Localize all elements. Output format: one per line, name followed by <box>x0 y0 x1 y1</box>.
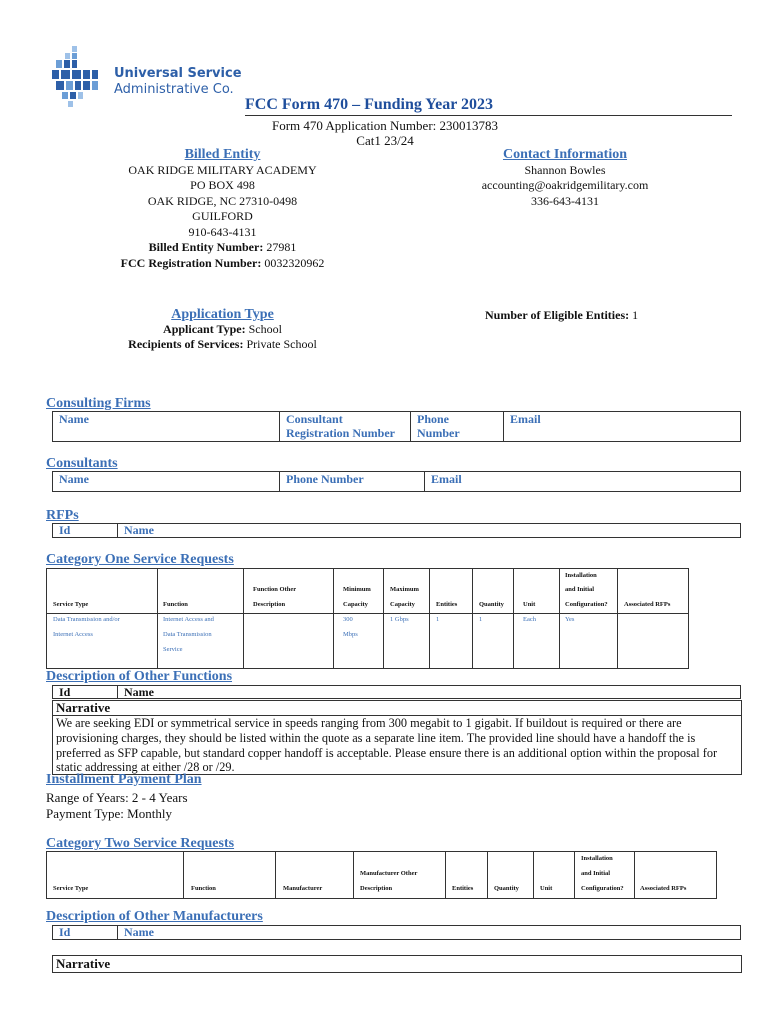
consultant-phone-header: Phone Number <box>280 472 425 492</box>
fcc-registration-number: 0032320962 <box>264 255 325 270</box>
c1-install-header-2: and Initial <box>565 586 595 593</box>
c1-row-min-1: 300 <box>343 616 353 623</box>
application-type-heading: Application Type <box>171 307 274 322</box>
consultants-table <box>52 471 741 492</box>
consultant-registration-header-line1: Consultant <box>286 412 343 426</box>
billed-entity-block <box>90 147 355 271</box>
billed-entity-phone: 910-643-4131 <box>188 224 257 239</box>
c1-quantity-header: Quantity <box>479 601 504 608</box>
recipients-row <box>105 337 340 352</box>
rfps-heading: RFPs <box>46 508 79 523</box>
table-row <box>53 686 741 699</box>
billed-entity-name: OAK RIDGE MILITARY ACADEMY <box>128 162 317 177</box>
consulting-firm-email-header: Email <box>504 412 741 442</box>
c1-row-entities: 1 <box>436 616 440 623</box>
table-row <box>53 472 741 492</box>
c1-install-header-1: Installation <box>565 572 597 579</box>
c1-min-header-2: Capacity <box>343 601 368 608</box>
c1-row-max: 1 Gbps <box>390 616 409 623</box>
recipients-value: Private School <box>246 337 317 351</box>
c1-row-install: Yes <box>565 616 575 623</box>
applicant-type-row <box>105 322 340 337</box>
other-manufacturers-id-header: Id <box>53 926 118 940</box>
other-manufacturers-heading: Description of Other Manufacturers <box>46 909 263 924</box>
billed-entity-number-row <box>90 240 355 256</box>
consultant-registration-header-line2: Registration Number <box>286 426 395 440</box>
logo-line-2: Administrative Co. <box>114 82 234 97</box>
c1-row-min-2: Mbps <box>343 631 358 638</box>
eligible-entities-label: Number of Eligible Entities: <box>485 308 630 322</box>
c1-entities-header: Entities <box>436 601 458 608</box>
applicant-type-value: School <box>248 322 282 336</box>
usac-logo <box>50 44 240 114</box>
billed-entity-number: 27981 <box>266 240 297 254</box>
other-functions-name-header: Name <box>118 686 741 699</box>
c2-install-header-3: Configuration? <box>581 885 624 892</box>
category-one-table <box>46 568 689 669</box>
c2-unit-header: Unit <box>540 885 553 892</box>
table-row <box>53 524 741 538</box>
contact-block <box>440 147 690 209</box>
installment-heading: Installment Payment Plan <box>46 772 202 787</box>
narrative-box <box>52 700 742 775</box>
c1-install-header-3: Configuration? <box>565 601 608 608</box>
consultant-name-header: Name <box>53 472 280 492</box>
fcc-registration-row <box>90 256 355 272</box>
c1-function-other-header-2: Description <box>253 601 286 608</box>
recipients-label: Recipients of Services: <box>128 337 244 351</box>
title-rule <box>245 115 732 116</box>
c2-manufacturer-other-header-2: Description <box>360 885 393 892</box>
billed-entity-county: GUILFORD <box>192 209 253 223</box>
c2-rfps-header: Associated RFPs <box>640 885 687 892</box>
c2-function-header: Function <box>191 885 216 892</box>
billed-entity-po: PO BOX 498 <box>190 178 255 192</box>
consulting-firm-name-header: Name <box>53 412 280 442</box>
usac-logo-mark-icon <box>50 44 110 114</box>
category-two-table <box>46 851 717 899</box>
fcc-registration-label: FCC Registration Number: <box>120 255 262 270</box>
c1-min-header-1: Minimum <box>343 586 371 593</box>
narrative-label: Narrative <box>56 700 111 715</box>
logo-line-1: Universal Service <box>114 66 242 81</box>
narrative-text: We are seeking EDI or symmetrical service in speeds ranging from 300 megabit to 1 gigabit. If buildout is required or there are provisioning charges, they should be listed within the quote as a separate line item. The provided line should have a handoff the is preferred as SFP capable, but standard copper handoff is acceptable. Please ensure there is an additional option within the proposal for static addressing at either /28 or /29. <box>56 716 718 775</box>
cat-line: Cat1 23/24 <box>356 133 414 148</box>
c1-row-quantity: 1 <box>479 616 483 623</box>
c1-row-service-type-2: Internet Access <box>53 631 93 638</box>
eligible-entities-row <box>485 308 638 323</box>
consulting-firm-phone-header <box>411 412 504 442</box>
c1-row-function-1: Internet Access and <box>163 616 214 623</box>
billed-entity-heading: Billed Entity <box>184 147 261 162</box>
consultant-registration-header <box>280 412 411 442</box>
consulting-firms-table <box>52 411 741 442</box>
c1-service-type-header: Service Type <box>53 601 89 608</box>
c1-max-header-1: Maximum <box>390 586 419 593</box>
c1-unit-header: Unit <box>523 601 536 608</box>
c1-rfps-header: Associated RFPs <box>624 601 671 608</box>
table-row <box>53 926 741 940</box>
applicant-type-label: Applicant Type: <box>163 322 246 336</box>
application-type-block <box>105 307 340 352</box>
consulting-firm-phone-header-line1: Phone <box>417 412 450 426</box>
c1-row-function-3: Service <box>163 646 183 653</box>
c2-manufacturer-header: Manufacturer <box>283 885 323 892</box>
consulting-firm-phone-header-line2: Number <box>417 426 460 440</box>
page-title: FCC Form 470 – Funding Year 2023 <box>245 96 493 113</box>
billed-entity-city: OAK RIDGE, NC 27310-0498 <box>147 193 298 208</box>
c1-max-header-2: Capacity <box>390 601 415 608</box>
c1-function-other-header-1: Function Other <box>253 586 297 593</box>
c2-entities-header: Entities <box>452 885 474 892</box>
category-two-heading: Category Two Service Requests <box>46 836 235 851</box>
contact-phone: 336-643-4131 <box>531 193 599 208</box>
c1-row-service-type-1: Data Transmission and/or <box>53 616 120 623</box>
c2-install-header-2: and Initial <box>581 870 611 877</box>
rfp-id-header: Id <box>53 524 118 538</box>
other-functions-id-header: Id <box>53 686 118 699</box>
installment-payment-type: Payment Type: Monthly <box>46 806 172 821</box>
billed-entity-number-label: Billed Entity Number: <box>148 240 264 254</box>
other-manufacturers-name-header: Name <box>118 926 741 940</box>
consultants-heading: Consultants <box>46 456 118 471</box>
c2-install-header-1: Installation <box>581 855 613 862</box>
rfps-table <box>52 523 741 538</box>
contact-email: accounting@oakridgemilitary.com <box>481 178 649 192</box>
c1-function-header: Function <box>163 601 188 608</box>
other-functions-table <box>52 685 741 699</box>
eligible-entities-value: 1 <box>632 308 639 322</box>
c1-row-function-2: Data Transmission <box>163 631 212 638</box>
manufacturers-narrative-box <box>52 955 742 973</box>
other-manufacturers-table <box>52 925 741 940</box>
contact-heading: Contact Information <box>502 147 628 162</box>
c2-manufacturer-other-header-1: Manufacturer Other <box>360 870 418 877</box>
table-row <box>53 412 741 442</box>
c2-quantity-header: Quantity <box>494 885 519 892</box>
installment-range: Range of Years: 2 - 4 Years <box>46 790 188 805</box>
application-number: Form 470 Application Number: 230013783 <box>271 118 499 133</box>
category-one-heading: Category One Service Requests <box>46 552 234 567</box>
manufacturers-narrative-label: Narrative <box>56 956 111 971</box>
consulting-firms-heading: Consulting Firms <box>46 396 151 411</box>
rfp-name-header: Name <box>118 524 741 538</box>
consultant-email-header: Email <box>425 472 741 492</box>
contact-name: Shannon Bowles <box>524 162 606 177</box>
c2-service-type-header: Service Type <box>53 885 89 892</box>
other-functions-heading: Description of Other Functions <box>46 669 233 684</box>
c1-row-unit: Each <box>523 616 536 623</box>
